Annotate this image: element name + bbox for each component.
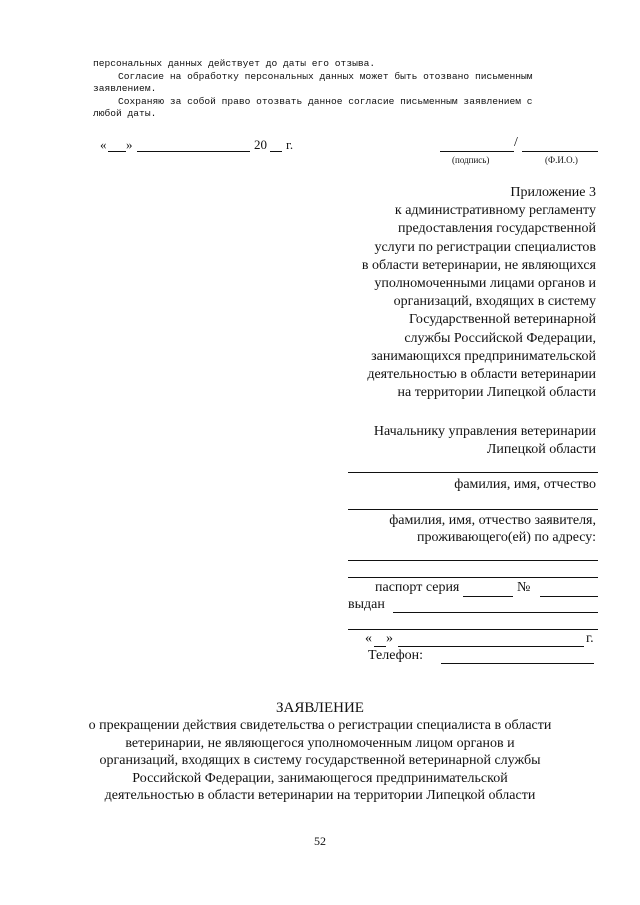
address-blank-line-1[interactable] xyxy=(348,560,598,561)
appendix-line: в области ветеринарии, не являющихся xyxy=(361,257,596,273)
consent-text-line-2: Согласие на обработку персональных данных может быть отозвано письменным xyxy=(118,71,533,82)
date-quote-open: « xyxy=(100,137,107,152)
issued-blank-line-2[interactable] xyxy=(348,629,598,630)
signature-slash: / xyxy=(514,135,518,150)
issued-label: выдан xyxy=(348,597,385,612)
passport-series-line[interactable] xyxy=(463,596,513,597)
issue-date-quote-open: « xyxy=(365,631,372,646)
consent-text-line-4: Сохраняю за собой право отозвать данное согласие письменным заявлением с xyxy=(118,96,533,107)
address-blank-line-2[interactable] xyxy=(348,577,598,578)
issued-blank-line[interactable] xyxy=(393,612,598,613)
appendix-line: Государственной ветеринарной xyxy=(408,312,596,328)
date-quote-close: » xyxy=(126,137,133,152)
passport-number-line[interactable] xyxy=(540,596,598,597)
appendix-line: уполномоченными лицами органов и xyxy=(374,276,596,292)
date-year-line xyxy=(270,151,282,152)
fio-blank-line[interactable] xyxy=(348,472,598,473)
fio-caption: (Ф.И.О.) xyxy=(545,155,578,165)
phone-label: Телефон: xyxy=(368,648,424,663)
issue-date-line[interactable] xyxy=(398,646,584,647)
signature-caption: (подпись) xyxy=(452,155,490,165)
date-day-line xyxy=(108,151,126,152)
statement-title: ЗАЯВЛЕНИЕ xyxy=(276,700,364,716)
appendix-line: на территории Липецкой области xyxy=(397,385,596,401)
date-month-line xyxy=(137,151,250,152)
consent-text-line-3: заявлением. xyxy=(93,83,157,94)
addressee-line-2: Липецкой области xyxy=(486,442,596,457)
appendix-line: службы Российской Федерации, xyxy=(404,330,596,346)
appendix-line: деятельностью в области ветеринарии xyxy=(367,367,596,383)
applicant-fio-blank-line[interactable] xyxy=(348,509,598,510)
fio-caption-label: фамилия, имя, отчество xyxy=(454,477,596,492)
appendix-line: занимающихся предпринимательской xyxy=(371,348,596,364)
statement-line: Российской Федерации, занимающегося предпринимательской xyxy=(132,770,508,786)
issue-date-year-suffix: г. xyxy=(586,631,594,646)
addressee-line-1: Начальнику управления ветеринарии xyxy=(373,424,596,439)
appendix-line: организаций, входящих в систему xyxy=(393,294,596,310)
consent-text-line-1: персональных данных действует до даты его отзыва. xyxy=(93,58,376,69)
appendix-line: услуги по регистрации специалистов xyxy=(374,239,596,255)
statement-line: организаций, входящих в систему государственной ветеринарной службы xyxy=(99,753,541,768)
fio-line xyxy=(522,151,598,152)
statement-line: деятельностью в области ветеринарии на территории Липецкой области xyxy=(104,788,536,803)
issue-date-quote-close: » xyxy=(386,631,393,646)
appendix-title: Приложение 3 xyxy=(510,185,596,200)
applicant-caption-1: фамилия, имя, отчество заявителя, xyxy=(389,513,596,528)
passport-number-label: № xyxy=(517,580,531,595)
signature-line xyxy=(440,151,514,152)
statement-line: ветеринарии, не являющегося уполномоченным лицом органов и xyxy=(125,735,515,751)
appendix-line: предоставления государственной xyxy=(397,221,596,237)
appendix-line: к административному регламенту xyxy=(394,203,596,219)
statement-body xyxy=(0,717,640,805)
issue-date-day-line[interactable] xyxy=(374,646,386,647)
applicant-caption-2: проживающего(ей) по адресу: xyxy=(417,530,596,545)
passport-label: паспорт серия xyxy=(375,580,460,595)
page-number: 52 xyxy=(314,834,326,848)
phone-blank-line[interactable] xyxy=(441,663,594,664)
appendix-block xyxy=(296,184,596,402)
consent-text-line-5: любой даты. xyxy=(93,108,157,119)
date-year-prefix: 20 xyxy=(254,137,267,152)
date-year-suffix: г. xyxy=(286,137,294,152)
statement-line: о прекращении действия свидетельства о регистрации специалиста в области xyxy=(88,718,552,733)
